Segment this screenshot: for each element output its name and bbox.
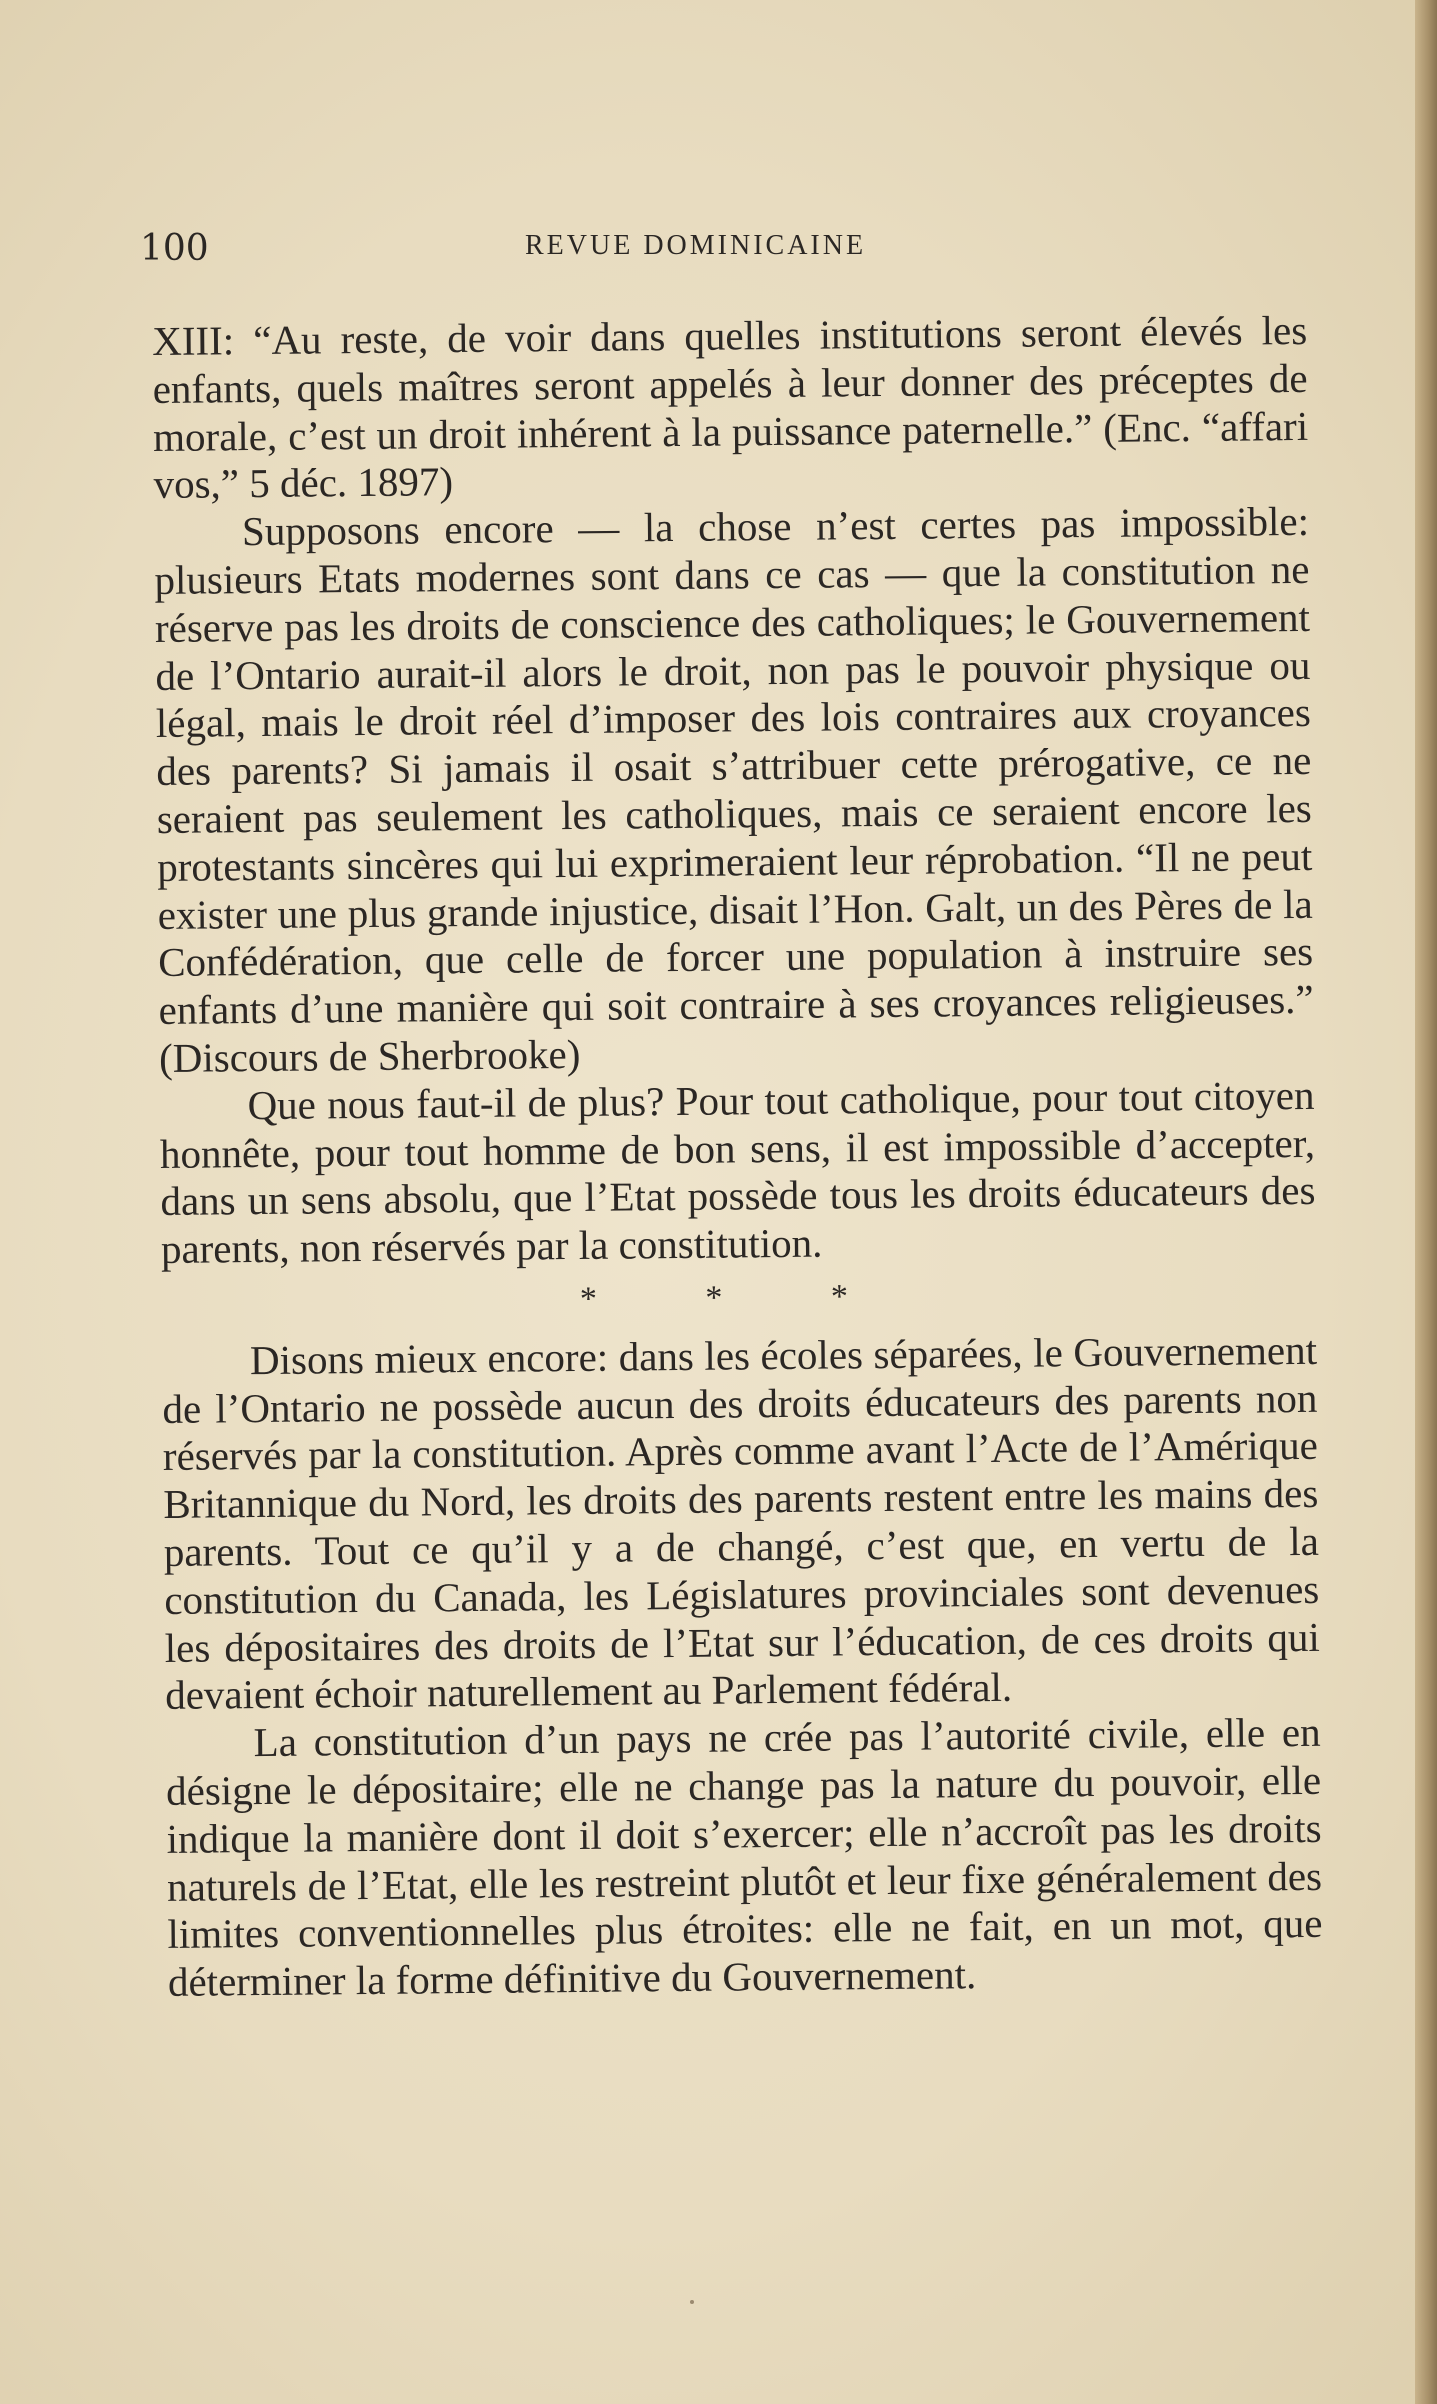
paragraph-quote-continuation: XIII: “Au reste, de voir dans quelles institutions seront élevés les enfants, quels maîtres seront appelés à leur donner des préceptes de morale, c’est un droit inhérent à la puissance paternelle.” (Enc. “affari vos,” 5 déc. 1897) <box>152 306 1309 508</box>
paper-speck <box>690 2300 694 2304</box>
running-head: REVUE DOMINICAINE <box>525 230 867 261</box>
paragraph: Supposons encore — la chose n’est certes pas impossible: plusieurs Etats modernes sont dans ce cas — que la constitution ne réserve pas les droits de conscience des catholiques; le Gouvernement de l’Ontario aurait-il alors le droit, non pas le pouvoir physique ou légal, mais le droit réel d’imposer des lois contraires aux croyances des parents? Si jamais il osait s’attribuer cette prérogative, ce ne seraient pas seulement les catholiques, mais ce seraient encore les protestants sincères qui lui exprimeraient leur réprobation. “Il ne peut exister une plus grande injustice, disait l’Hon. Galt, un des Pères de la Confédération, que celle de forcer une population à instruire ses enfants d’une manière qui soit contraire à ses croyances religieuses.” (Discours de Sherbrooke) <box>154 498 1314 1081</box>
page-number: 100 <box>140 228 209 269</box>
paragraph: Disons mieux encore: dans les écoles séparées, le Gouvernement de l’Ontario ne possède aucun des droits éducateurs des parents non réservés par la constitution. Après comme avant l’Acte de l’Amérique Britannique du Nord, les droits des parents restent entre les mains des parents. Tout ce qu’il y a de changé, c’est que, en vertu de la constitution du Canada, les Législatures provinciales sont devenues les dépositaires des droits de l’Etat sur l’éducation, de ces droits qui devaient échoir naturellement au Parlement fédéral. <box>162 1326 1320 1719</box>
page-edge <box>1415 0 1437 2404</box>
paragraph: La constitution d’un pays ne crée pas l’autorité civile, elle en désigne le dépositaire; elle ne change pas la nature du pouvoir, elle indique la manière dont il doit s’exercer; elle n’accroît pas les droits naturels de l’Etat, elle les restreint plutôt et leur fixe généralement des limites conventionnelles plus étroites: elle ne fait, en un mot, que déterminer la forme définitive du Gouvernement. <box>165 1708 1323 2006</box>
section-break: * * * <box>579 1277 899 1318</box>
body-text <box>152 307 1323 2007</box>
page-header <box>140 228 1320 278</box>
paragraph: Que nous faut-il de plus? Pour tout catholique, pour tout citoyen honnête, pour tout homme de bon sens, il est impossible d’accepter, dans un sens absolu, que l’Etat possède tous les droits éducateurs des parents, non réservés par la constitution. <box>159 1071 1316 1273</box>
